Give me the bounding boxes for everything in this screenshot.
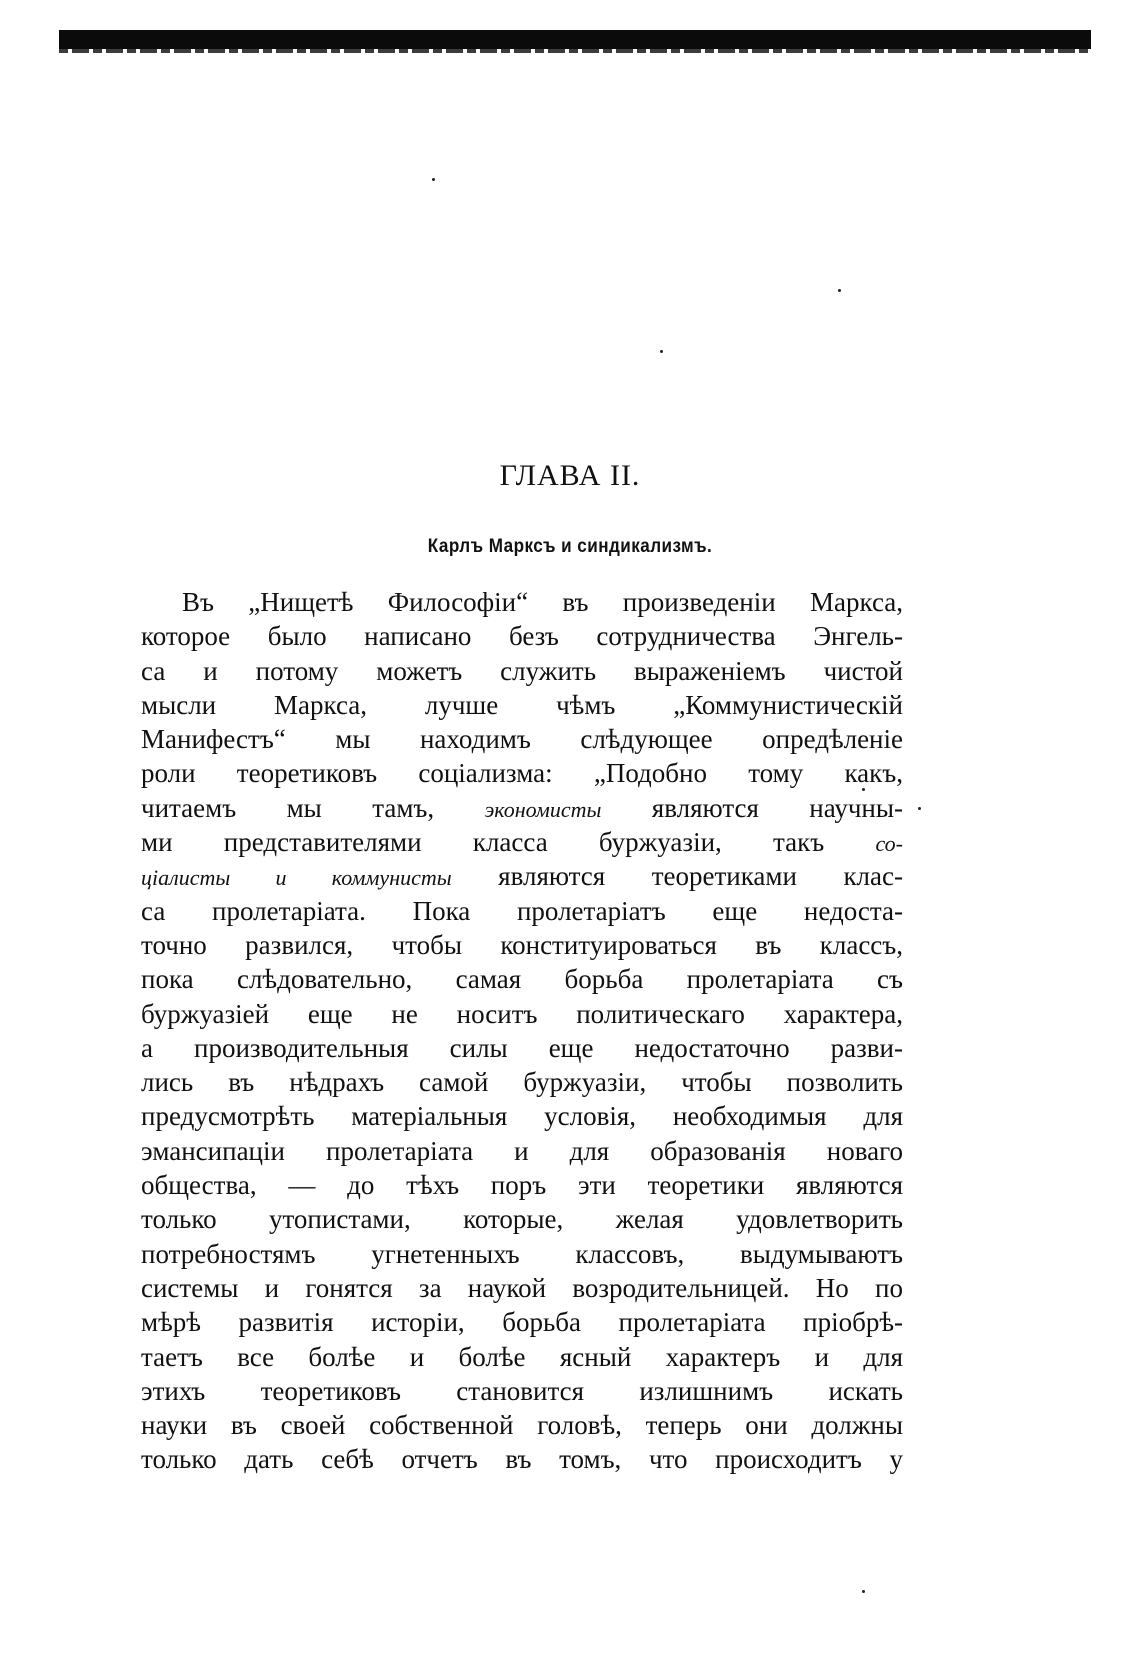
text-line: которое было написано безъ сотрудничества Энгель-	[141, 621, 903, 652]
italic-term: экономисты	[484, 796, 602, 822]
text-line: пока слѣдовательно, самая борьба пролетаріата съ	[141, 964, 903, 995]
italic-term: ціалисты и коммунисты	[141, 865, 452, 891]
text-line: мѣрѣ развитія исторіи, борьба пролетаріата пріобрѣ-	[141, 1307, 903, 1338]
text-line: системы и гонятся за наукой возродительницей. Но по	[141, 1272, 903, 1303]
text-line: мысли Маркса, лучше чѣмъ „Коммунистическій	[141, 689, 903, 720]
chapter-subtitle: Карлъ Марксъ и синдикализмъ.	[427, 536, 713, 557]
italic-term: со-	[875, 831, 903, 857]
text-line: таетъ все болѣе и болѣе ясный характеръ и для	[141, 1341, 903, 1372]
text-line: ціалисты и коммунисты являются теоретиками клас-	[141, 861, 903, 892]
scan-speck	[432, 178, 435, 181]
text-line: лись въ нѣдрахъ самой буржуазіи, чтобы позволить	[141, 1067, 903, 1098]
text-line: точно развился, чтобы конституироваться въ классъ,	[141, 929, 903, 960]
text-line: а производительныя силы еще недостаточно разви-	[141, 1032, 903, 1063]
text-line: Манифестъ“ мы находимъ слѣдующее опредѣленіе	[141, 724, 903, 755]
text-line: общества, — до тѣхъ поръ эти теоретики являются	[141, 1170, 903, 1201]
text-line: Въ „Нищетѣ Философіи“ въ произведеніи Маркса,	[182, 587, 903, 617]
top-border-rule	[59, 30, 1091, 49]
text-line: буржуазіей еще не носитъ политическаго характера,	[141, 998, 903, 1029]
text-line: читаемъ мы тамъ, экономисты являются научны-	[141, 792, 903, 823]
scan-speck	[862, 1590, 865, 1593]
text-line: потребностямъ угнетенныхъ классовъ, выдумываютъ	[141, 1238, 903, 1269]
text-line: только утопистами, которые, желая удовлетворить	[141, 1204, 903, 1235]
top-border-rule-ragged-edge	[59, 48, 1091, 53]
text-line: предусмотрѣть матеріальныя условія, необходимыя для	[141, 1101, 903, 1132]
text-line: са и потому можетъ служить выраженіемъ чистой	[141, 655, 903, 686]
text-line: роли теоретиковъ соціализма: „Подобно тому какъ,	[141, 758, 903, 789]
text-line: ми представителями класса буржуазіи, такъ со-	[141, 827, 903, 858]
scan-speck	[918, 807, 921, 810]
scan-speck	[660, 350, 663, 353]
text-line: этихъ теоретиковъ становится излишнимъ искать	[141, 1375, 903, 1406]
chapter-title: ГЛАВА II.	[499, 459, 641, 492]
chapter-body-text	[141, 585, 903, 1477]
text-line: эмансипаціи пролетаріата и для образованія новаго	[141, 1135, 903, 1166]
text-line: только дать себѣ отчетъ въ томъ, что происходитъ у	[141, 1444, 903, 1475]
scan-speck	[838, 289, 841, 292]
text-line: науки въ своей собственной головѣ, теперь они должны	[141, 1410, 903, 1441]
text-line: са пролетаріата. Пока пролетаріатъ еще недоста-	[141, 895, 903, 926]
